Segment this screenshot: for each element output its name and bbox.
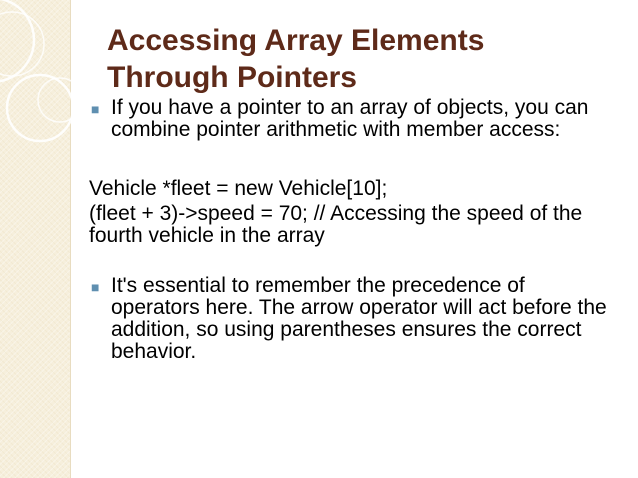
bullet-item-1 <box>89 97 619 141</box>
bullet-text-1: If you have a pointer to an array of objects, you can combine pointer arithmetic with member access: <box>111 96 589 141</box>
decorative-side-panel <box>0 0 71 478</box>
decorative-rings-icon <box>0 0 90 478</box>
bullet-text-2: It's essential to remember the precedence of operators here. The arrow operator will act before the addition, so using parentheses ensures the correct behavior. <box>111 274 607 363</box>
code-line-1: Vehicle *fleet = new Vehicle[10]; <box>89 177 388 200</box>
slide-title <box>107 22 617 96</box>
code-line-2: (fleet + 3)->speed = 70; // Accessing the speed of the fourth vehicle in the array <box>89 202 583 247</box>
square-bullet-icon: ■ <box>91 279 100 295</box>
square-bullet-icon: ■ <box>91 101 100 117</box>
slide-body <box>89 97 619 363</box>
title-line-2: Through Pointers <box>107 61 357 94</box>
title-line-1: Accessing Array Elements <box>107 24 485 57</box>
bullet-item-2 <box>89 275 619 363</box>
